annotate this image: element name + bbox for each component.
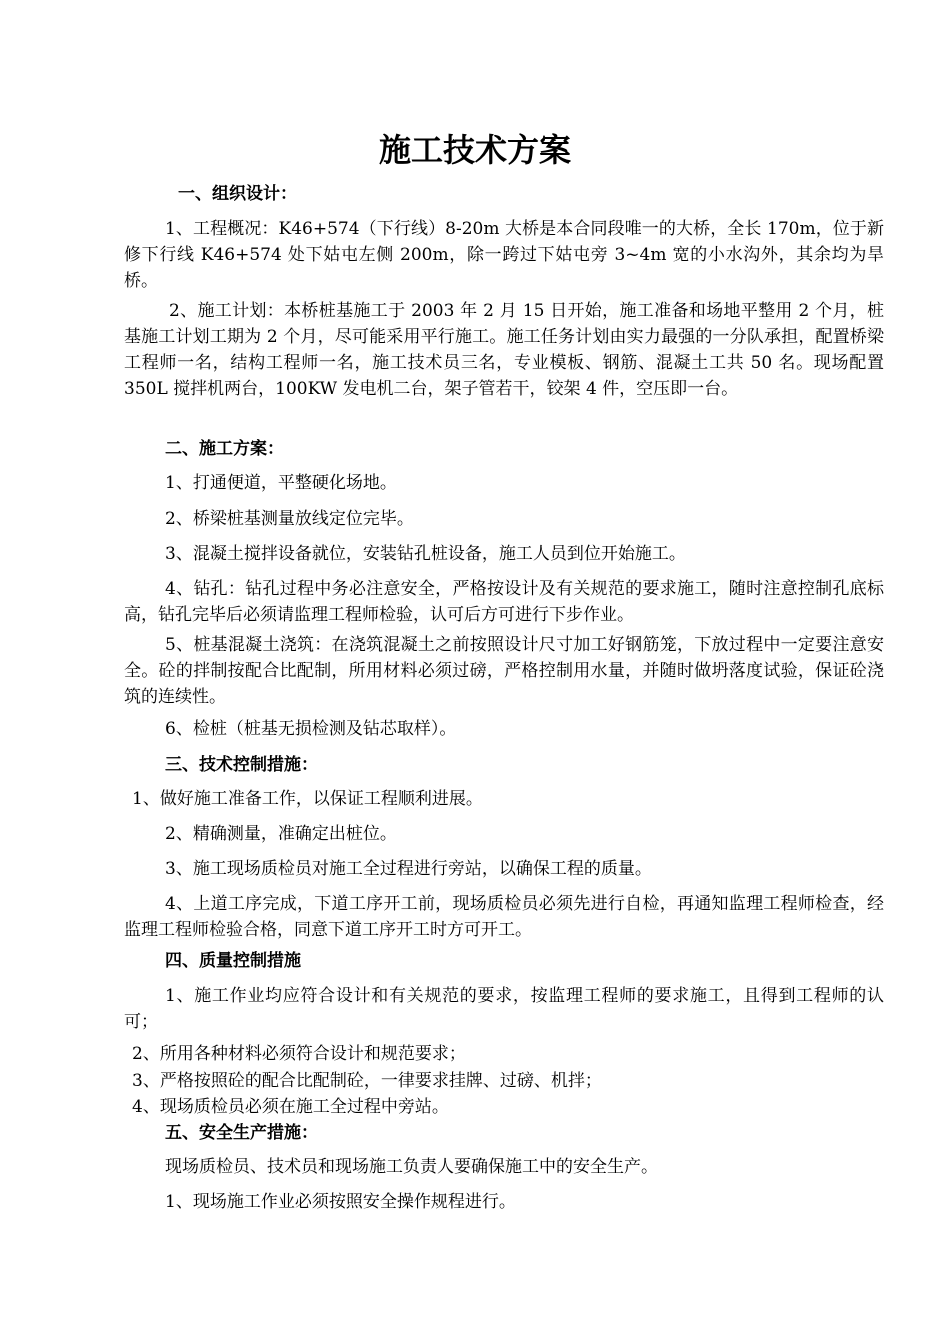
paragraph-scheme-item: 6、检桩（桩基无损检测及钻芯取样）。 (165, 719, 457, 739)
paragraph-quality-item: 1、施工作业均应符合设计和有关规范的要求，按监理工程师的要求施工，且得到工程师的认可； (124, 986, 884, 1032)
section-heading-safety: 五、安全生产措施： (165, 1123, 318, 1143)
paragraph-scheme-item: 1、打通便道，平整硬化场地。 (165, 473, 397, 493)
paragraph-project-overview: 1、工程概况：K46+574（下行线）8-20m 大桥是本合同段唯一的大桥，全长 170m，位于新修下行线 K46+574 处下姑屯左侧 200m，除一跨过下姑屯旁 3~4m 宽的小水沟外，其余均为旱桥。 (124, 219, 884, 291)
paragraph-scheme-item: 3、混凝土搅拌设备就位，安装钻孔桩设备，施工人员到位开始施工。 (165, 544, 686, 564)
section-heading-technical-control: 三、技术控制措施： (165, 755, 318, 775)
paragraph-quality-item: 2、所用各种材料必须符合设计和规范要求； (132, 1044, 466, 1064)
paragraph-quality-item: 4、现场质检员必须在施工全过程中旁站。 (132, 1097, 449, 1117)
paragraph-technical-item: 2、精确测量，准确定出桩位。 (165, 824, 397, 844)
paragraph-construction-plan: 2、施工计划：本桥桩基施工于 2003 年 2 月 15 日开始，施工准备和场地平整用 2 个月，桩基施工计划工期为 2 个月，尽可能采用平行施工。施工任务计划由实力最强的一分队承担，配置桥梁工程师一名，结构工程师一名，施工技术员三名，专业模板、钢筋、混凝土工共 50 名。现场配置 350L 搅拌机两台，100KW 发电机二台，架子管若干，铰架 4 件，空压即一台。 (124, 301, 884, 399)
document-title: 施工技术方案 (378, 131, 571, 169)
paragraph-safety-item: 1、现场施工作业必须按照安全操作规程进行。 (165, 1192, 516, 1212)
paragraph-technical-item: 3、施工现场质检员对施工全过程进行旁站，以确保工程的质量。 (165, 859, 652, 879)
paragraph-scheme-item: 4、钻孔：钻孔过程中务必注意安全，严格按设计及有关规范的要求施工，随时注意控制孔底标高，钻孔完毕后必须请监理工程师检验，认可后方可进行下步作业。 (124, 579, 884, 625)
paragraph-scheme-item: 5、桩基混凝土浇筑：在浇筑混凝土之前按照设计尺寸加工好钢筋笼，下放过程中一定要注意安全。砼的拌制按配合比配制，所用材料必须过磅，严格控制用水量，并随时做坍落度试验，保证砼浇筑的连续性。 (124, 635, 884, 707)
section-heading-quality-control: 四、质量控制措施 (165, 951, 301, 971)
paragraph-scheme-item: 2、桥梁桩基测量放线定位完毕。 (165, 509, 414, 529)
paragraph-technical-item: 1、做好施工准备工作，以保证工程顺利进展。 (132, 789, 483, 809)
paragraph-safety-item: 现场质检员、技术员和现场施工负责人要确保施工中的安全生产。 (165, 1157, 658, 1177)
paragraph-technical-item: 4、上道工序完成，下道工序开工前，现场质检员必须先进行自检，再通知监理工程师检查，经监理工程师检验合格，同意下道工序开工时方可开工。 (124, 894, 884, 940)
section-heading-organization: 一、组织设计： (178, 184, 297, 204)
paragraph-quality-item: 3、严格按照砼的配合比配制砼，一律要求挂牌、过磅、机拌； (132, 1071, 602, 1091)
section-heading-construction-scheme: 二、施工方案： (165, 439, 284, 459)
